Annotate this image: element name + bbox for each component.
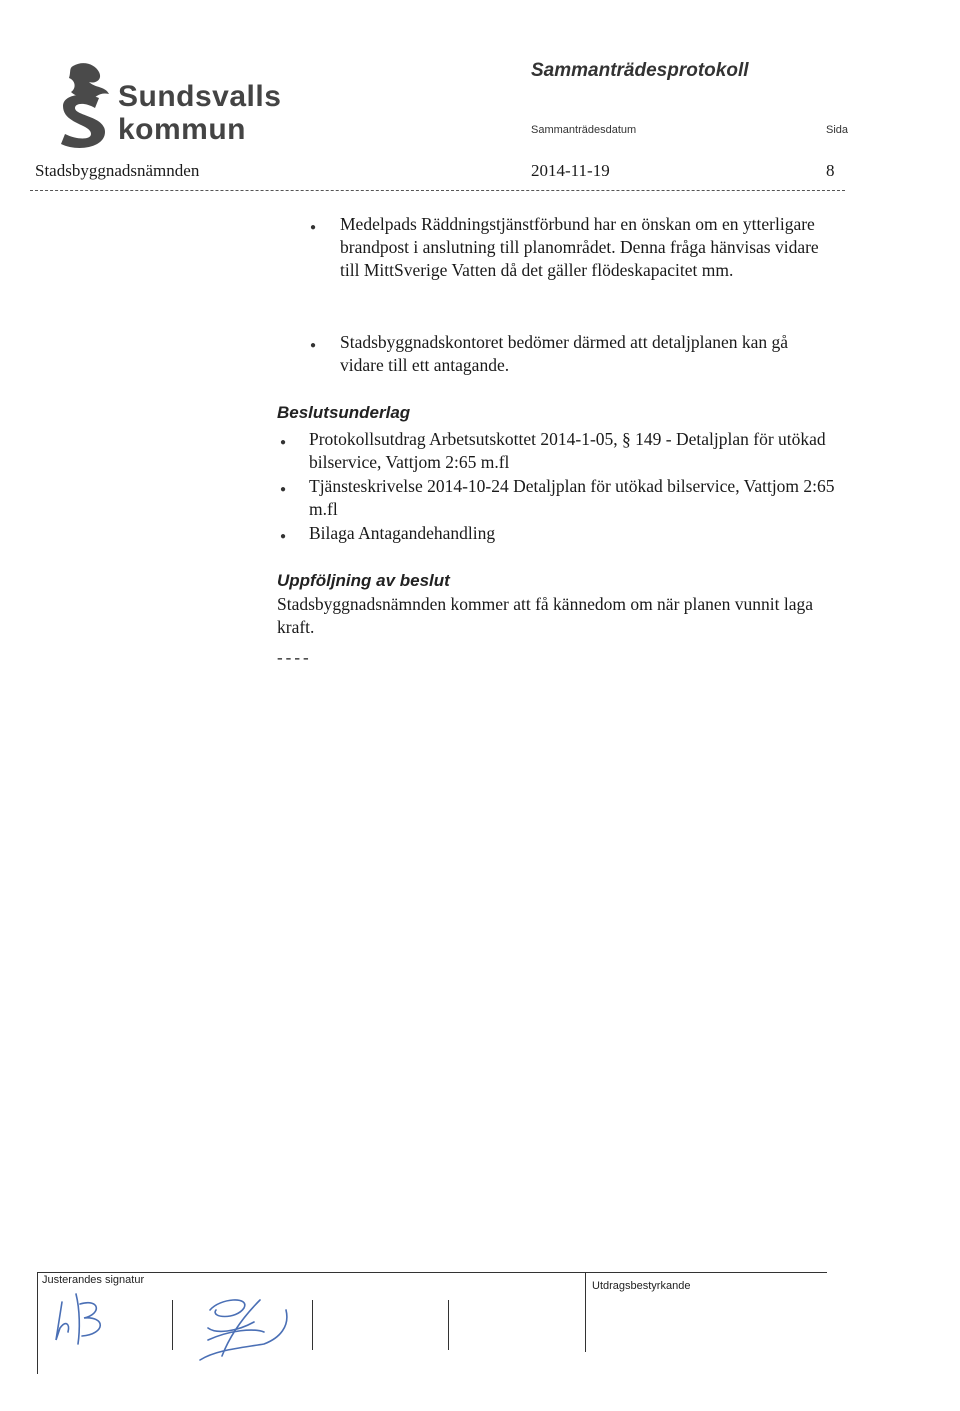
page-label: Sida [826, 124, 849, 136]
section-heading-followup: Uppföljning av beslut [277, 571, 450, 590]
bullet-icon: ● [310, 222, 317, 233]
bullet-icon: ● [280, 484, 287, 495]
section-heading-basis: Beslutsunderlag [277, 403, 411, 422]
footer-border-left [37, 1272, 38, 1374]
meeting-date-label: Sammanträdesdatum [531, 124, 637, 136]
committee-name: Stadsbyggnadsnämnden [35, 161, 200, 180]
logo-name-line1: Sundsvalls [118, 80, 282, 113]
end-marker: ---- [277, 648, 312, 667]
certified-label: Utdragsbestyrkande [592, 1280, 691, 1292]
meeting-date: 2014-11-19 [531, 161, 610, 180]
bullet-paragraph: Medelpads Räddningstjänstförbund har en önskan om en ytterligare brandpost i anslutning till planområdet. Denna fråga hänvisas vidare till MittSverige Vatten då det gäller flödeskapacitet mm. [340, 214, 819, 280]
logo-name-line2: kommun [118, 113, 247, 146]
document-type: Sammanträdesprotokoll [531, 60, 749, 81]
bullet-paragraph: Stadsbyggnadskontoret bedömer därmed att detaljplanen kan gå vidare till ett antagande. [340, 332, 789, 375]
basis-item: Protokollsutdrag Arbetsutskottet 2014-1-05, § 149 - Detaljplan för utökad bilservice, Vattjom 2:65 m.fl [309, 429, 826, 472]
handwritten-signatures [40, 1280, 370, 1380]
s-emblem-icon [61, 95, 105, 148]
footer-divider [585, 1272, 586, 1352]
bullet-icon: ● [280, 531, 287, 542]
header-divider [30, 190, 845, 191]
followup-text: Stadsbyggnadsnämnden kommer att få kännedom om när planen vunnit laga kraft. [277, 594, 814, 637]
bullet-icon: ● [280, 437, 287, 448]
signature-label: Justerandes signatur [42, 1274, 145, 1286]
basis-item: Tjänsteskrivelse 2014-10-24 Detaljplan för utökad bilservice, Vattjom 2:65 m.fl [309, 476, 835, 519]
bullet-icon: ● [310, 340, 317, 351]
basis-item: Bilaga Antagandehandling [309, 523, 496, 543]
page-number: 8 [826, 161, 835, 180]
footer-divider [448, 1300, 449, 1350]
